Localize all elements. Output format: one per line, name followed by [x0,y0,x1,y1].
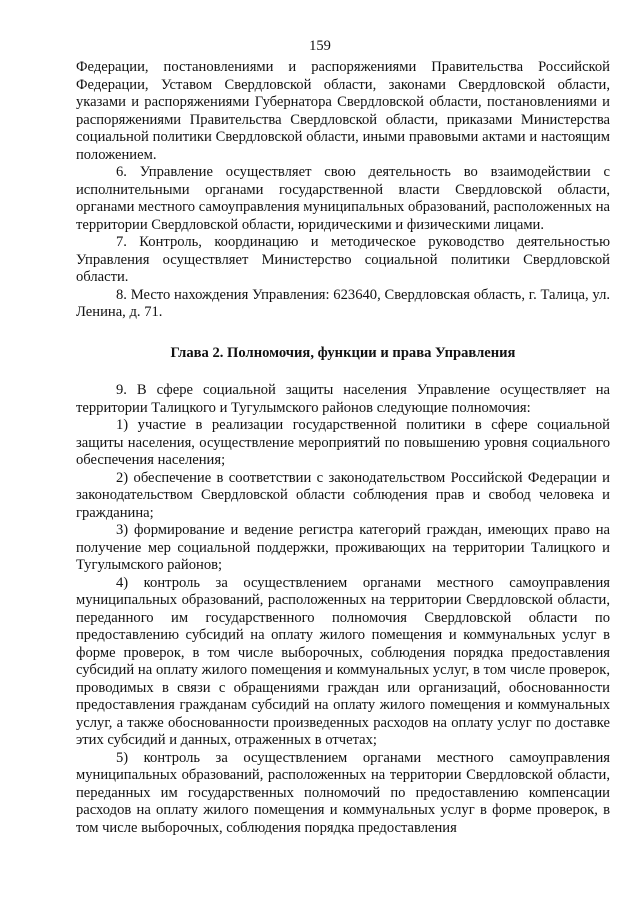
page-number: 159 [309,38,331,54]
list-item-3: 3) формирование и ведение регистра категорий граждан, имеющих право на получение мер социальной поддержки, проживающих на территории Талицкого и Тугулымского районов; [76,522,610,573]
chapter-heading: Глава 2. Полномочия, функции и права Управления [170,344,516,361]
paragraph-6: 6. Управление осуществляет свою деятельность во взаимодействии с исполнительными органами государственной власти Свердловской области, органами местного самоуправления муниципальных образований, расположенных на территории Свердловской области, юридическими и физическими лицами. [76,164,610,233]
paragraph-7: 7. Контроль, координацию и методическое руководство деятельностью Управления осуществляет Министерство социальной политики Свердловской области. [76,234,610,285]
list-item-5: 5) контроль за осуществлением органами местного самоуправления муниципальных образований, расположенных на территории Свердловской области, переданных им государственных полномочий по предоставлению компенсации расходов на оплату жилого помещения и коммунальных услуг в форме проверок, в том числе выборочных, соблюдения порядка предоставления [76,749,610,836]
paragraph-continued: Федерации, постановлениями и распоряжениями Правительства Российской Федерации, Уставом Свердловской области, законами Свердловской области, указами и распоряжениями Губернатора Свердловской области, постановлениями и распоряжениями Правительства Свердловской области, приказами Министерства социальной политики Свердловской области, иными правовыми актами и настоящим положением. [76,59,610,163]
list-item-1: 1) участие в реализации государственной политики в сфере социальной защиты населения, осуществление мероприятий по повышению уровня социального обеспечения населения; [76,417,610,468]
document-body [76,59,610,837]
paragraph-8: 8. Место нахождения Управления: 623640, Свердловская область, г. Талица, ул. Ленина, д. 71. [76,286,610,320]
list-item-2: 2) обеспечение в соответствии с законодательством Российской Федерации и законодательством Свердловской области соблюдения прав и свобод человека и гражданина; [76,469,610,521]
list-item-4: 4) контроль за осуществлением органами местного самоуправления муниципальных образований, расположенных на территории Свердловской области, переданного им государственного полномочия Свердловской области по предоставлению субсидий на оплату жилого помещения и коммунальных услуг в форме проверок, в том числе выборочных, соблюдения порядка предоставления субсидий на оплату жилого помещения и коммунальных услуг, в том числе проверок, проводимых в связи с обращениями граждан или организаций, обоснованности предоставления гражданам субсидий на оплату жилого помещения и коммунальных услуг, а также обоснованности произведенных расходов на оплату услуг по доставке этих субсидий и данных, отраженных в отчетах; [76,574,610,748]
paragraph-9: 9. В сфере социальной защиты населения Управление осуществляет на территории Талицкого и Тугулымского районов следующие полномочия: [76,382,610,416]
